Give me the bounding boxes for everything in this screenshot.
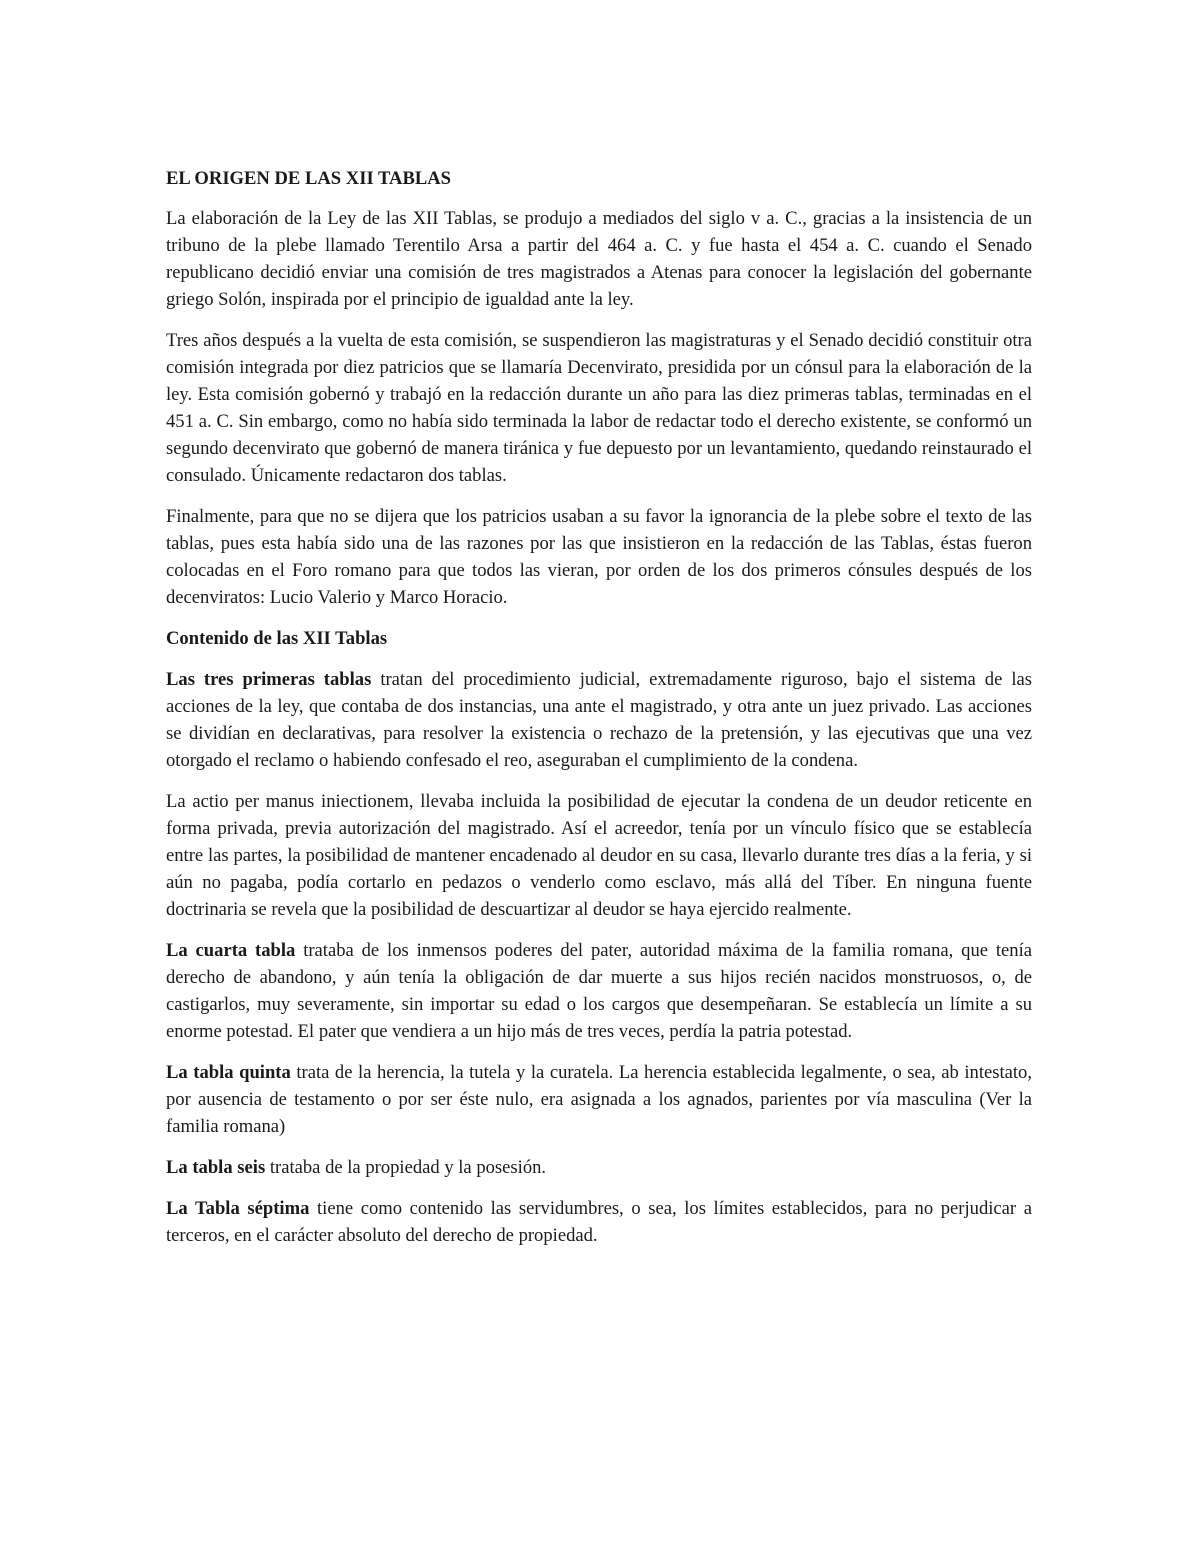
paragraph-lead: La tabla quinta — [166, 1062, 291, 1083]
paragraph-tabla-5 — [166, 1059, 1032, 1140]
paragraph-tabla-4 — [166, 937, 1032, 1045]
paragraph-decenvirato: Tres años después a la vuelta de esta comisión, se suspendieron las magistraturas y el Senado decidió constituir otra comisión integrada por diez patricios que se llamaría Decenvirato, presidida por un cónsul para la elaboración de la ley. Esta comisión gobernó y trabajó en la redacción durante un año para las diez primeras tablas, terminadas en el 451 a. C. Sin embargo, como no había sido terminada la labor de redactar todo el derecho existente, se conformó un segundo decenvirato que gobernó de manera tiránica y fue depuesto por un levantamiento, quedando reinstaurado el consulado. Únicamente redactaron dos tablas. — [166, 330, 1032, 486]
paragraph-text: trata de la herencia, la tutela y la curatela. La herencia establecida legalmente, o sea, ab intestato, por ausencia de testamento o por ser éste nulo, era asignada a los agnados, parientes por vía masculina (Ver la familia romana) — [166, 1062, 1032, 1137]
document-page — [166, 165, 1032, 1263]
paragraph-lead: La cuarta tabla — [166, 940, 296, 961]
paragraph-text: tiene como contenido las servidumbres, o sea, los límites establecidos, para no perjudicar a terceros, en el carácter absoluto del derecho de propiedad. — [166, 1198, 1032, 1246]
section-heading: Contenido de las XII Tablas — [166, 628, 388, 649]
paragraph-tablas-1-3 — [166, 666, 1032, 774]
paragraph-text: trataba de la propiedad y la posesión. — [265, 1157, 547, 1178]
paragraph-tabla-6 — [166, 1154, 1032, 1181]
paragraph-actio: La actio per manus iniectionem, llevaba incluida la posibilidad de ejecutar la condena de un deudor reticente en forma privada, previa autorización del magistrado. Así el acreedor, tenía por un vínculo físico que se establecía entre las partes, la posibilidad de mantener encadenado al deudor en su casa, llevarlo durante tres días a la feria, y si aún no pagaba, podía cortarlo en pedazos o venderlo como esclavo, más allá del Tíber. En ninguna fuente doctrinaria se revela que la posibilidad de descuartizar al deudor se haya ejercido realmente. — [166, 791, 1032, 920]
paragraph-lead: Las tres primeras tablas — [166, 669, 372, 690]
paragraph-foro-romano: Finalmente, para que no se dijera que los patricios usaban a su favor la ignorancia de la plebe sobre el texto de las tablas, pues esta había sido una de las razones por las que insistieron en la redacción de las Tablas, éstas fueron colocadas en el Foro romano para que todos las vieran, por orden de los dos primeros cónsules después de los decenviratos: Lucio Valerio y Marco Horacio. — [166, 506, 1032, 608]
paragraph-lead: La Tabla séptima — [166, 1198, 310, 1219]
paragraph-lead: La tabla seis — [166, 1157, 266, 1178]
document-title: EL ORIGEN DE LAS XII TABLAS — [166, 168, 452, 189]
paragraph-tabla-7 — [166, 1195, 1032, 1249]
paragraph-text: trataba de los inmensos poderes del pater, autoridad máxima de la familia romana, que tenía derecho de abandono, y aún tenía la obligación de dar muerte a sus hijos recién nacidos monstruosos, o, de castigarlos, muy severamente, sin importar su edad o los cargos que desempeñaran. Se establecía un límite a su enorme potestad. El pater que vendiera a un hijo más de tres veces, perdía la patria potestad. — [166, 940, 1032, 1042]
paragraph-origen: La elaboración de la Ley de las XII Tablas, se produjo a mediados del siglo v a. C., gracias a la insistencia de un tribuno de la plebe llamado Terentilo Arsa a partir del 464 a. C. y fue hasta el 454 a. C. cuando el Senado republicano decidió enviar una comisión de tres magistrados a Atenas para conocer la legislación del gobernante griego Solón, inspirada por el principio de igualdad ante la ley. — [166, 208, 1032, 310]
paragraph-text: tratan del procedimiento judicial, extremadamente riguroso, bajo el sistema de las acciones de la ley, que contaba de dos instancias, una ante el magistrado, y otra ante un juez privado. Las acciones se dividían en declarativas, para resolver la existencia o rechazo de la pretensión, y las ejecutivas que una vez otorgado el reclamo o habiendo confesado el reo, aseguraban el cumplimiento de la condena. — [166, 669, 1032, 771]
